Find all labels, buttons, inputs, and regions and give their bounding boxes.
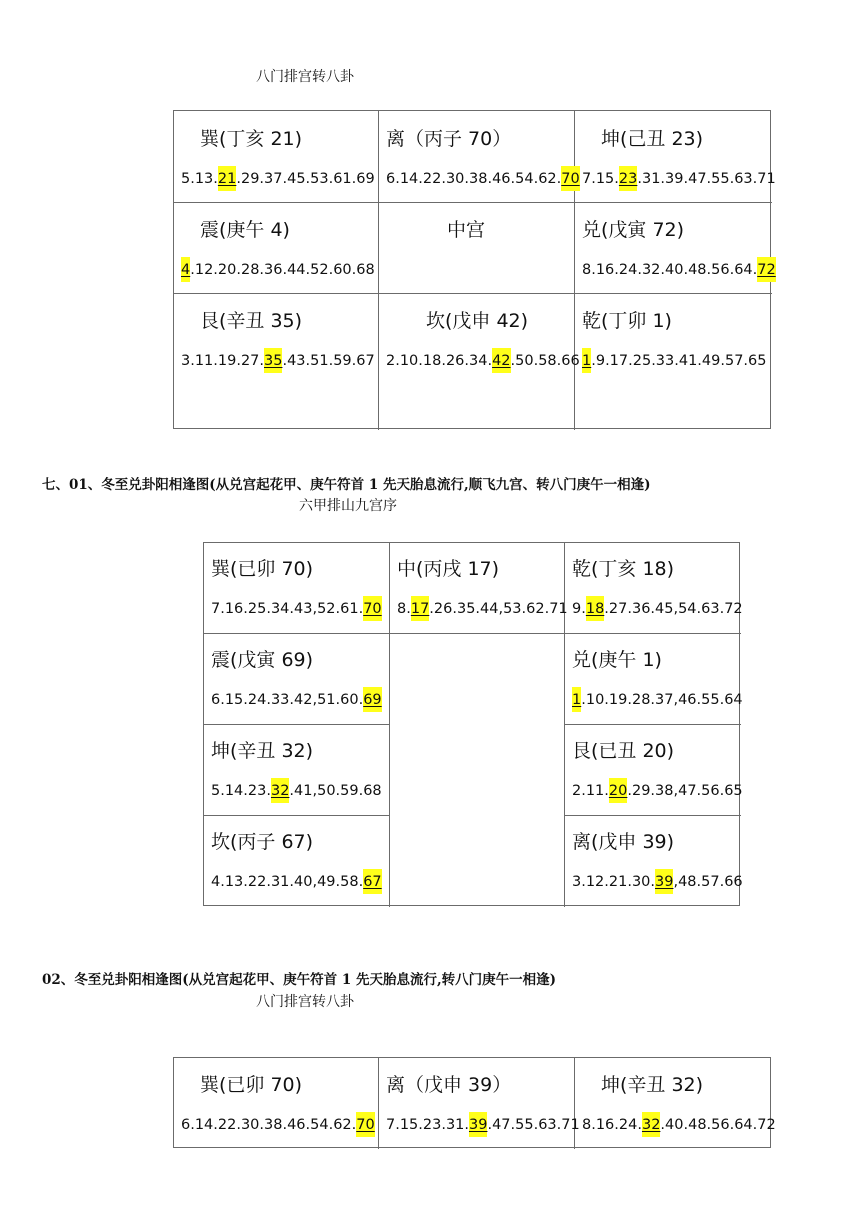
cell-title: 兑(庚午 1) (572, 649, 662, 671)
cell-title: 震(戊寅 69) (211, 649, 314, 671)
highlight-number: 18 (586, 596, 604, 621)
cell-numbers: 7.15.23.31.39.47.55.63.71 (582, 171, 776, 187)
cell-numbers: 2.10.18.26.34.42.50.58.66 (386, 353, 580, 369)
s1-cell-xun (174, 111, 379, 203)
highlight-number: 17 (411, 596, 429, 621)
cell-title: 巽(已卯 70) (200, 1074, 303, 1096)
cell-numbers: 8.16.24.32.40.48.56.64.72 (582, 262, 776, 278)
cell-title: 离(戊申 39) (572, 831, 675, 853)
cell-numbers: 5.13.21.29.37.45.53.61.69 (181, 171, 375, 187)
cell-numbers: 2.11.20.29.38,47.56.65 (572, 783, 743, 799)
s1-cell-li (379, 111, 580, 203)
s3-cell-li (379, 1058, 580, 1149)
highlight-number: 70 (363, 596, 381, 621)
s1-cell-kan (379, 294, 580, 430)
highlight-number: 23 (619, 166, 637, 191)
cell-title: 离（戊申 39） (386, 1074, 512, 1096)
cell-title: 艮(已丑 20) (572, 740, 675, 762)
s2-cell-zhong (390, 543, 568, 634)
s1-cell-gen (174, 294, 379, 430)
cell-numbers: 3.12.21.30.39,48.57.66 (572, 874, 743, 890)
cell-title: 中(丙戌 17) (397, 558, 500, 580)
s2-cell-kun (204, 725, 390, 816)
highlight-number: 1 (582, 348, 591, 373)
cell-title: 艮(辛丑 35) (200, 310, 303, 332)
cell-numbers: 7.15.23.31.39.47.55.63.71 (386, 1117, 580, 1133)
cell-title: 离（丙子 70） (386, 128, 512, 150)
cell-numbers: 9.18.27.36.45,54.63.72 (572, 601, 743, 617)
highlight-number: 32 (271, 778, 289, 803)
cell-numbers: 8.17.26.35.44,53.62.71 (397, 601, 568, 617)
s2-cell-gen (565, 725, 741, 816)
cell-numbers: 6.14.22.30.38.46.54.62.70 (386, 171, 580, 187)
highlight-number: 69 (363, 687, 381, 712)
cell-numbers: 5.14.23.32.41,50.59.68 (211, 783, 382, 799)
cell-title: 震(庚午 4) (200, 219, 290, 241)
cell-title: 乾(丁卯 1) (582, 310, 672, 332)
cell-title: 坤(辛丑 32) (211, 740, 314, 762)
s3-cell-xun (174, 1058, 379, 1149)
highlight-number: 32 (642, 1112, 660, 1137)
s1-cell-dui (575, 203, 776, 294)
cell-numbers: 1.9.17.25.33.41.49.57.65 (582, 353, 767, 369)
section3-heading: 02、冬至兑卦阳相逢图(从兑宫起花甲、庚午符首 1 先天胎息流行,转八门庚午一相逢) (42, 972, 557, 988)
highlight-number: 39 (655, 869, 673, 894)
s2-cell-xun (204, 543, 390, 634)
cell-title: 坎(丙子 67) (211, 831, 314, 853)
s2-cell-zhen (204, 634, 390, 725)
cell-numbers: 6.15.24.33.42,51.60.69 (211, 692, 382, 708)
highlight-number: 4 (181, 257, 190, 282)
section2-caption: 六甲排山九宫序 (299, 498, 397, 514)
cell-title: 乾(丁亥 18) (572, 558, 675, 580)
s2-cell-kan (204, 816, 390, 907)
section3-caption: 八门排宫转八卦 (256, 994, 354, 1010)
cell-title: 坎(戊申 42) (426, 310, 529, 332)
section2-table (203, 542, 743, 906)
cell-title: 巽(丁亥 21) (200, 128, 303, 150)
s1-cell-kun (575, 111, 776, 203)
highlight-number: 67 (363, 869, 381, 894)
highlight-number: 21 (218, 166, 236, 191)
cell-numbers: 4.13.22.31.40,49.58.67 (211, 874, 382, 890)
s1-cell-zhen (174, 203, 379, 294)
section1-table (173, 110, 776, 429)
cell-numbers: 4.12.20.28.36.44.52.60.68 (181, 262, 375, 278)
highlight-number: 20 (609, 778, 627, 803)
cell-numbers: 3.11.19.27.35.43.51.59.67 (181, 353, 375, 369)
s3-cell-kun (575, 1058, 776, 1149)
cell-numbers: 1.10.19.28.37,46.55.64 (572, 692, 743, 708)
highlight-number: 70 (561, 166, 579, 191)
highlight-number: 70 (356, 1112, 374, 1137)
section1-caption: 八门排宫转八卦 (256, 69, 354, 85)
highlight-number: 72 (757, 257, 775, 282)
s1-cell-center (379, 203, 575, 294)
cell-numbers: 8.16.24.32.40.48.56.64.72 (582, 1117, 776, 1133)
highlight-number: 39 (469, 1112, 487, 1137)
s1-cell-qian (575, 294, 772, 430)
cell-numbers: 7.16.25.34.43,52.61.70 (211, 601, 382, 617)
section2-heading: 七、01、冬至兑卦阳相逢图(从兑宫起花甲、庚午符首 1 先天胎息流行,顺飞九宫、转八门庚午一相逢) (42, 477, 651, 493)
cell-numbers: 6.14.22.30.38.46.54.62.70 (181, 1117, 375, 1133)
cell-title: 巽(已卯 70) (211, 558, 314, 580)
s2-cell-li (565, 816, 741, 907)
s2-empty-center (390, 634, 565, 907)
s2-cell-dui (565, 634, 741, 725)
highlight-number: 42 (492, 348, 510, 373)
cell-title: 兑(戊寅 72) (582, 219, 685, 241)
highlight-number: 35 (264, 348, 282, 373)
cell-title: 中宫 (447, 219, 486, 241)
s2-cell-qian (565, 543, 741, 634)
section3-table (173, 1057, 776, 1148)
highlight-number: 1 (572, 687, 581, 712)
cell-title: 坤(辛丑 32) (601, 1074, 704, 1096)
cell-title: 坤(己丑 23) (601, 128, 704, 150)
